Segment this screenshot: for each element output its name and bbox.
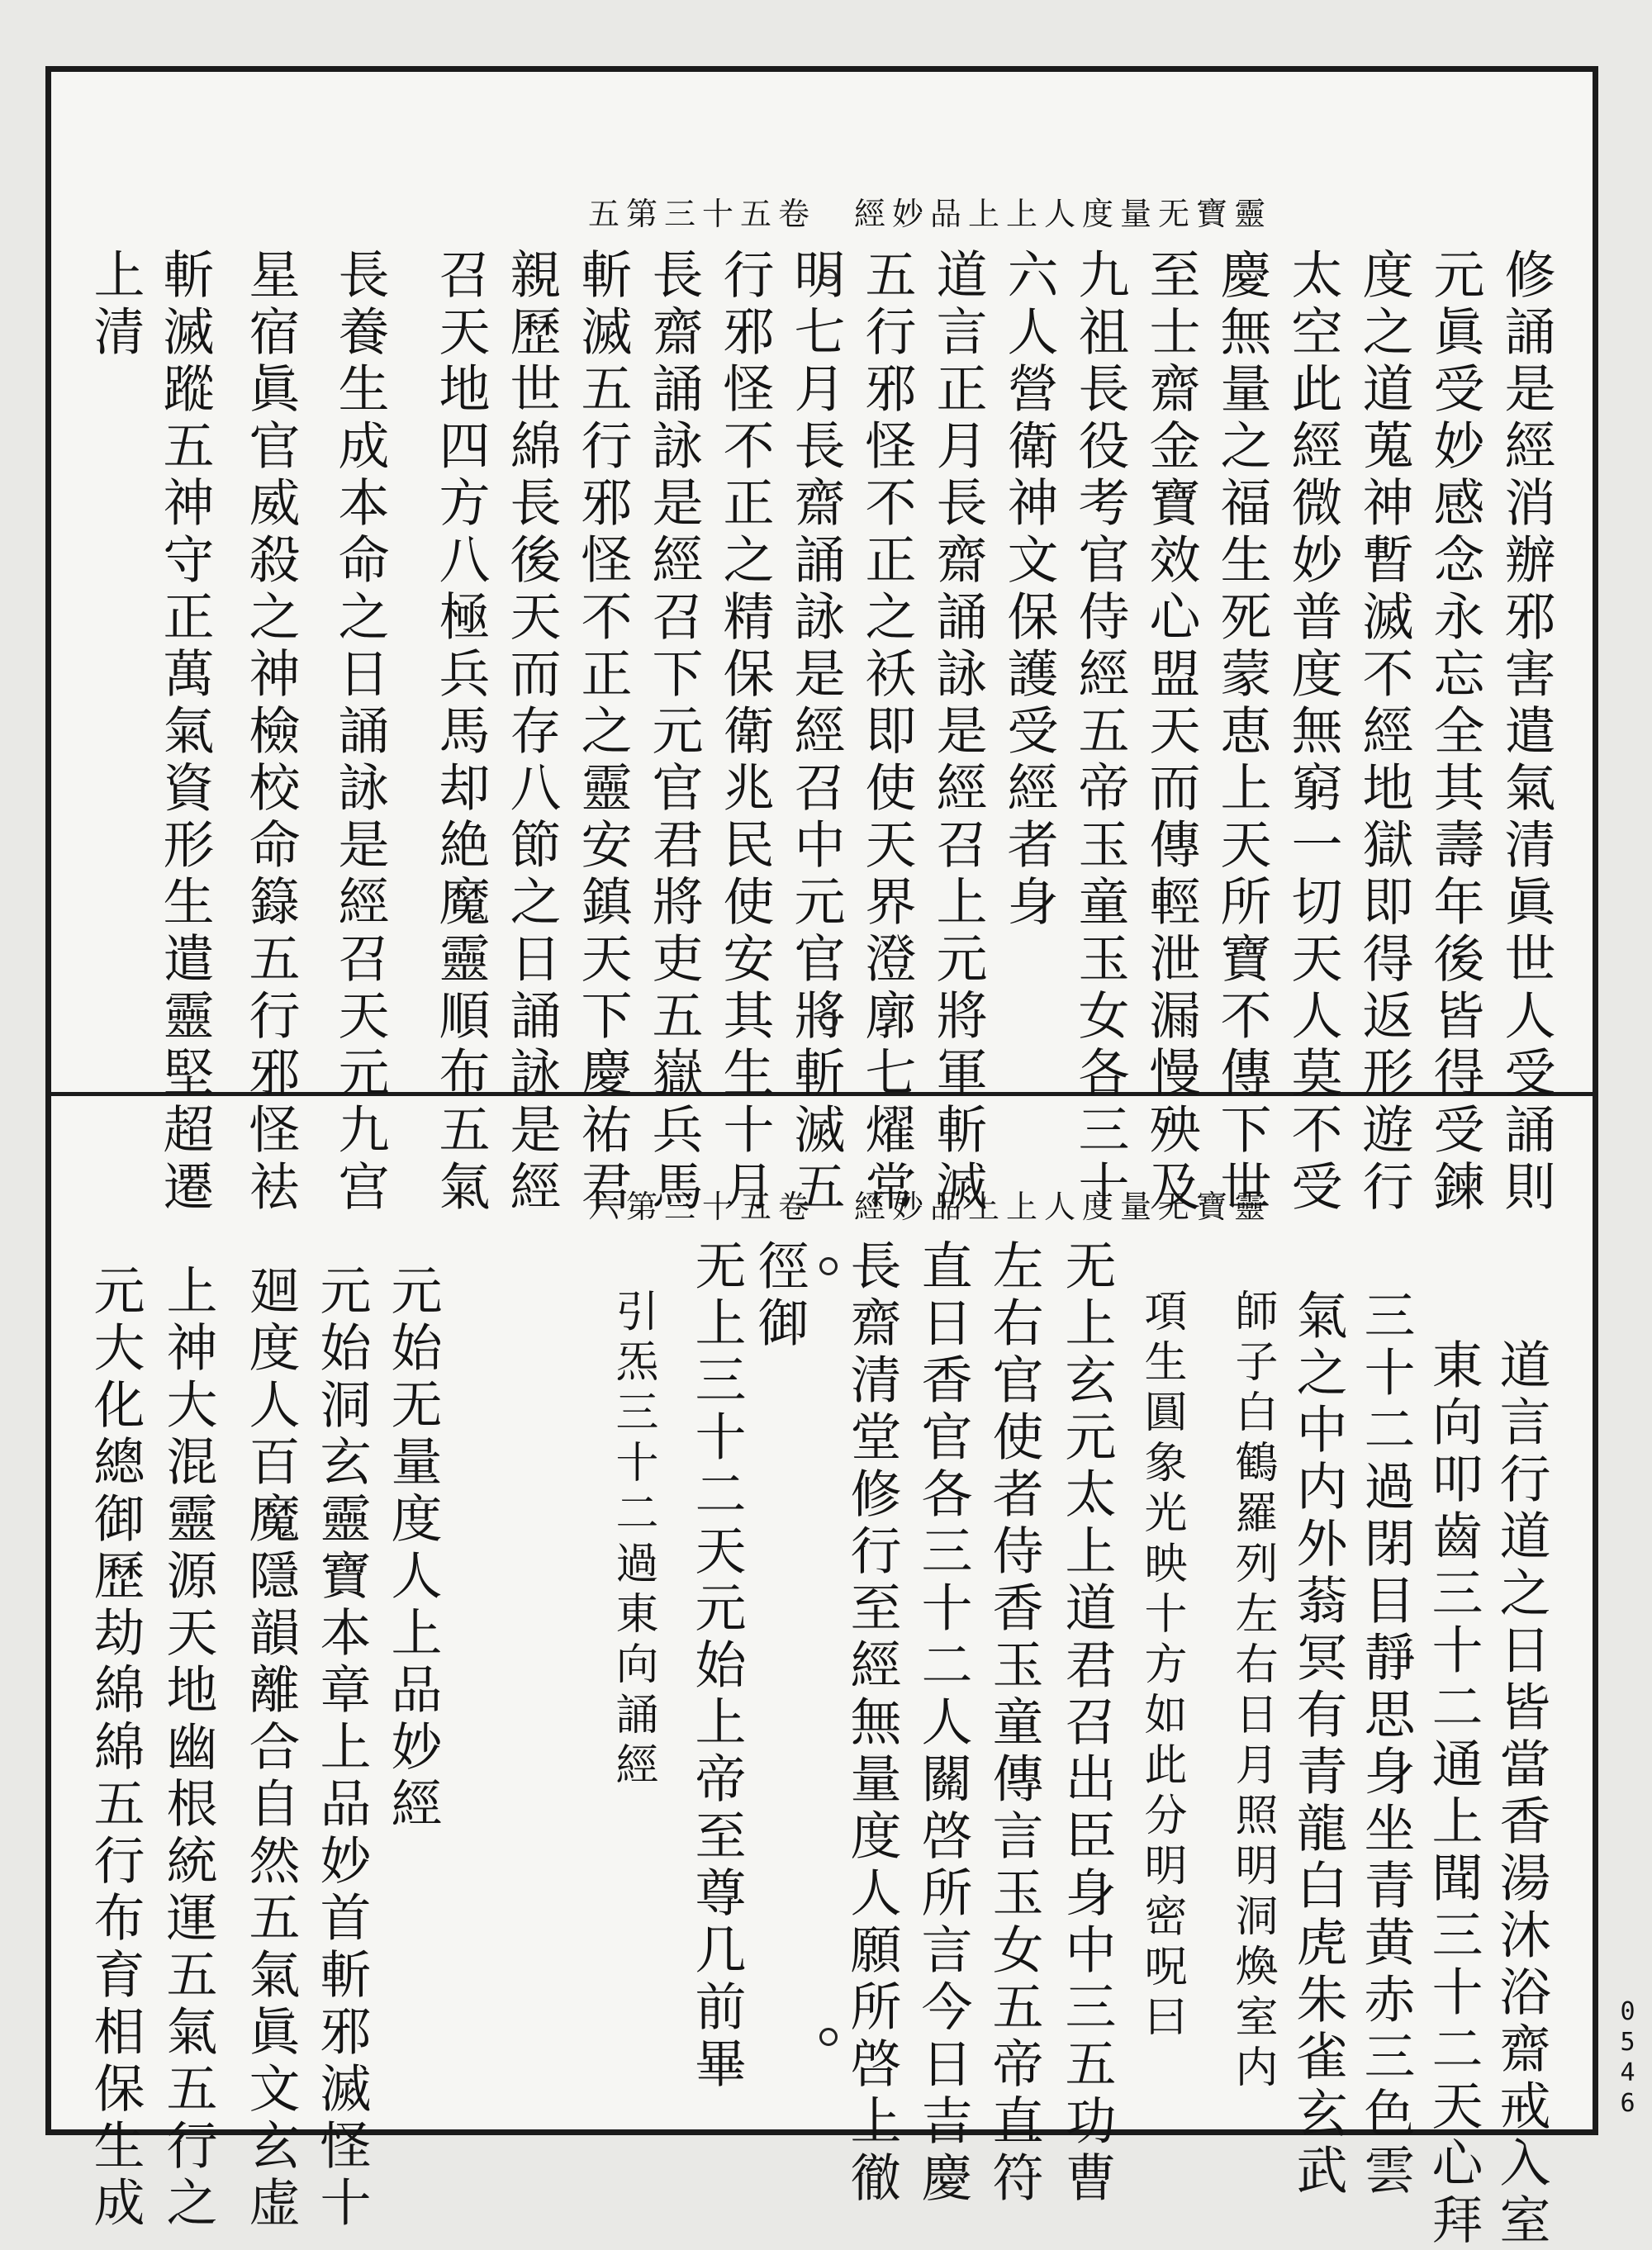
top-column-18: 星宿眞官威殺之神檢校命籙五行邪怪袪: [240, 248, 301, 1217]
top-column-12: 行邪怪不正之精保衛兆民使安其生十月: [714, 248, 775, 1217]
bottom-running-header: 六第三十五卷 經妙品上上人度量无寶靈: [587, 1189, 1272, 1225]
bottom-column-3: 三十二過閉目靜思身坐青黄赤三色雲: [1355, 1289, 1416, 2200]
bottom-column-17: 上神大混靈源天地幽根統運五氣五行之: [158, 1264, 218, 2233]
top-column-1: 修誦是經消辦邪害遣氣清眞世人受誦則: [1496, 248, 1556, 1217]
bottom-column-16: 廻度人百魔隱韻離合自然五氣眞文玄虚: [240, 1264, 301, 2233]
circle-mark: [819, 1012, 838, 1030]
top-column-20: 上清: [85, 248, 145, 362]
bottom-column-15: 元始洞玄靈寶本章上品妙首斬邪滅怪十: [311, 1264, 372, 2233]
top-column-14: 斬滅五行邪怪不正之靈安鎮天下慶祐君: [572, 248, 633, 1217]
bottom-column-11: 徑御: [749, 1239, 809, 1353]
top-column-10: 五行邪怪不正之袄即使天界澄廓七燿常: [857, 248, 917, 1217]
circle-mark: [819, 2028, 838, 2046]
bottom-column-10: 長齋清堂修行至經無量度人願所啓上徹: [842, 1239, 902, 2208]
bottom-column-1: 道言行道之日皆當香湯沐浴齋戒入室: [1491, 1338, 1551, 2250]
top-column-5: 慶無量之福生死蒙恵上天所寶不傳下世: [1212, 248, 1272, 1217]
top-column-3: 度之道蒐神暫滅不經地獄即得返形遊行: [1354, 248, 1414, 1217]
top-column-13: 長齋誦詠是經召下元官君將吏五嶽兵馬: [643, 248, 704, 1217]
bottom-column-5: 師子白鶴羅列左右日月照明洞煥室内: [1227, 1289, 1277, 2095]
top-column-11: 明七月長齋誦詠是經召中元官將斬滅五: [786, 248, 846, 1217]
top-column-4: 太空此經微妙普度無窮一切天人莫不受: [1283, 248, 1343, 1217]
bottom-column-13: 引炁三十二過東向誦經: [608, 1289, 657, 1792]
bottom-column-18: 元大化總御歷劫綿綿五行布育相保生成: [85, 1264, 145, 2233]
top-column-6: 至士齋金寶效心盟天而傳輕泄漏慢殃及: [1141, 248, 1201, 1217]
bottom-column-12: 无上三十二天元始上帝至尊几前畢: [686, 1239, 747, 2094]
bottom-column-9: 直日香官各三十二人關啓所言今日吉慶: [913, 1239, 973, 2208]
bottom-column-6: 項生圓象光映十方如此分明密呪曰: [1137, 1289, 1186, 2044]
page-number: 0546: [1613, 1997, 1642, 2119]
circle-mark: [819, 268, 838, 287]
top-column-8: 六人營衛神文保護受經者身: [999, 248, 1059, 932]
bottom-column-14: 元始无量度人上品妙經: [382, 1264, 443, 1834]
bottom-column-7: 无上玄元太上道君召出臣身中三五功曹: [1056, 1239, 1117, 2208]
circle-mark: [819, 1257, 838, 1275]
bottom-column-2: 東向叩齒三十二通上聞三十二天心拜: [1423, 1338, 1483, 2250]
top-running-header: 五第三十五卷 經妙品上上人度量无寶靈: [587, 196, 1272, 232]
bottom-column-8: 左右官使者侍香玉童傳言玉女五帝直符: [984, 1239, 1044, 2208]
top-column-19: 斬滅蹤五神守正萬氣資形生遣靈堅超遷: [154, 248, 215, 1217]
top-column-2: 元眞受妙感念永忘全其壽年後皆得受鍊: [1425, 248, 1485, 1217]
top-column-9: 道言正月長齋誦詠是經召上元將軍斬滅: [928, 248, 988, 1217]
bottom-column-4: 氣之中内外蓊冥有青龍白虎朱雀玄武: [1288, 1289, 1348, 2200]
top-column-7: 九祖長役考官侍經五帝玉童玉女各三十: [1070, 248, 1130, 1217]
top-column-15: 親歷世綿長後天而存八節之日誦詠是經: [501, 248, 562, 1217]
top-column-16: 召天地四方八極兵馬却絶魔靈順布五氣: [430, 248, 491, 1217]
top-column-17: 長養生成本命之日誦詠是經召天元九宫: [330, 248, 390, 1217]
